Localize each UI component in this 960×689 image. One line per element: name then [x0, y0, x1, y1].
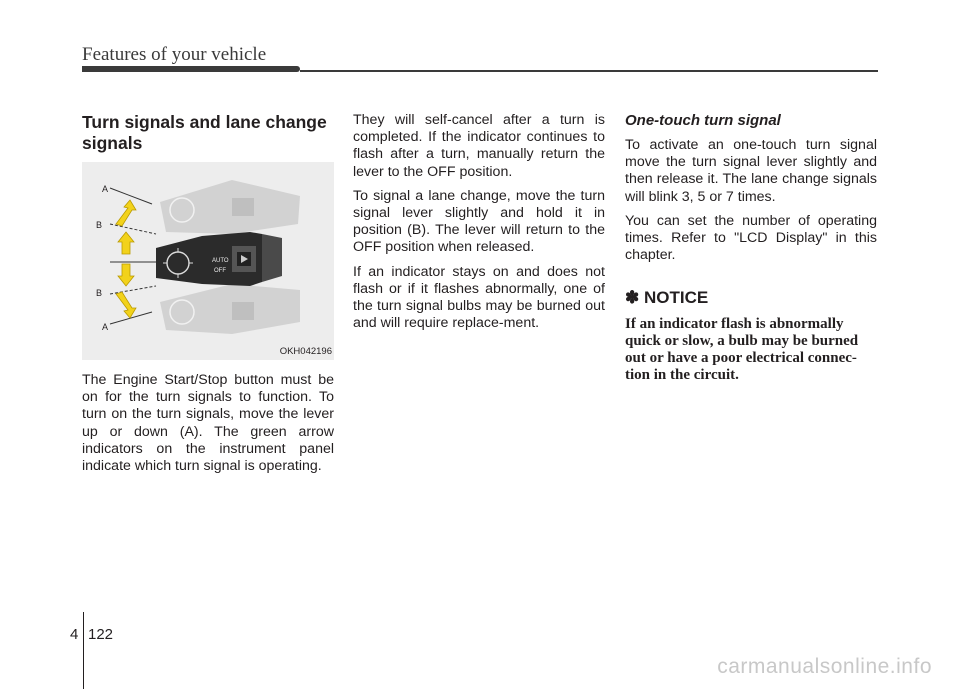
right-column	[625, 112, 877, 384]
middle-paragraph-3: If an indicator stays on and does not flash or if it flashes abnormally, one of the turn signal bulbs may be burned out and will require replace-ment.	[353, 263, 605, 332]
middle-paragraph-1: They will self-cancel after a turn is completed. If the indicator continues to flash after a turn, manually return the lever to the OFF position.	[353, 112, 605, 180]
notice-body: If an indicator flash is abnormally quick or slow, a bulb may be burned out or have a poor electrical connec-tion in the circuit.	[625, 316, 859, 383]
arrow-down-lane-icon	[116, 292, 136, 318]
page-header-title: Features of your vehicle	[82, 44, 267, 65]
lever-main	[156, 232, 282, 286]
right-paragraph-1: To activate an one-touch turn signal move the turn signal lever slightly and then release it. The lane change signals will blink 3, 5 or 7 times.	[625, 137, 877, 205]
arrow-up-turn-icon	[118, 232, 134, 254]
lever-off-text: OFF	[214, 268, 226, 274]
middle-paragraph-2: To signal a lane change, move the turn signal lever slightly and hold it in position (B). The lever will return to the OFF position when released.	[353, 187, 605, 256]
middle-column	[353, 112, 605, 339]
lever-illustration	[82, 162, 334, 360]
arrow-down-turn-icon	[118, 264, 134, 286]
label-a-bottom: A	[102, 322, 109, 332]
page-number: 122	[88, 626, 114, 643]
lever-lower-ghost	[160, 284, 300, 334]
lever-upper-ghost	[160, 180, 300, 234]
section-heading: Turn signals and lane change signals	[82, 112, 327, 153]
turn-signal-lever-figure	[82, 162, 334, 360]
footer-divider	[83, 612, 84, 689]
watermark: carmanualsonline.info	[717, 655, 932, 678]
figure-caption: OKH042196	[279, 346, 332, 357]
label-a-top: A	[102, 184, 109, 194]
notice-title: ✽ NOTICE	[625, 288, 709, 308]
lever-auto-text: AUTO	[212, 258, 229, 264]
left-paragraph: The Engine Start/Stop button must be on for the turn signals to function. To turn on the turn signals, move the lever up or down (A). The green arrow indicators on the instrument panel indicate which turn signal is operating.	[82, 372, 334, 475]
arrow-up-lane-icon	[116, 200, 136, 226]
label-b-top: B	[96, 220, 103, 230]
left-column	[82, 112, 334, 482]
label-b-bottom: B	[96, 288, 103, 298]
subsection-heading: One-touch turn signal	[625, 112, 781, 129]
right-paragraph-2: You can set the number of operating times. Refer to "LCD Display" in this chapter.	[625, 212, 877, 264]
chapter-number: 4	[70, 626, 79, 643]
header-bar	[82, 66, 300, 72]
header-rule	[300, 70, 878, 72]
